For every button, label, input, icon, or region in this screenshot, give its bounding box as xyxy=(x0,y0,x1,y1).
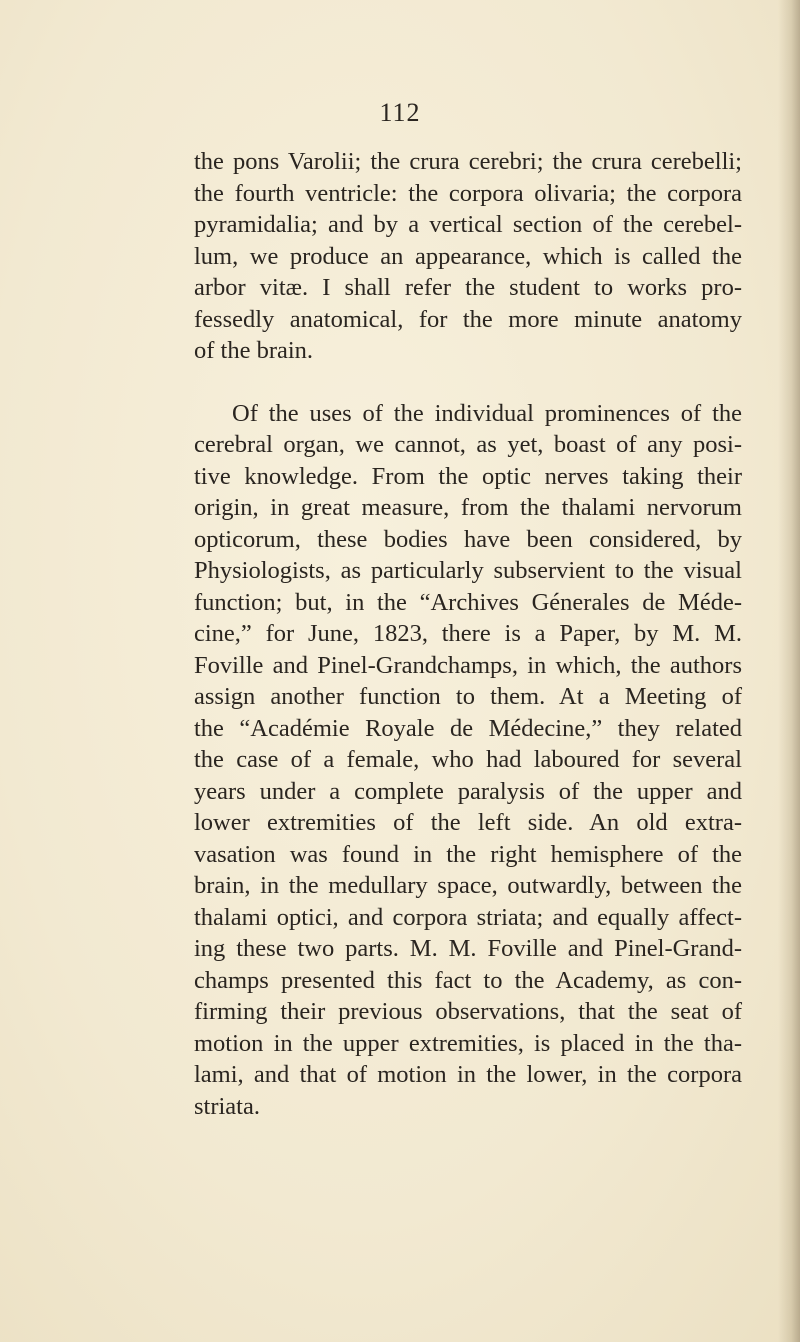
text-line: years under a complete paralysis of the upper and xyxy=(194,777,742,805)
text-line: fessedly anatomical, for the more minute anatomy xyxy=(194,305,742,333)
text-line: of the brain. xyxy=(194,337,314,364)
text-line: function; but, in the “Archives Génerales de Méde- xyxy=(194,588,742,616)
text-line: the pons Varolii; the crura cerebri; the crura cerebelli; xyxy=(194,148,742,175)
paragraph-gap xyxy=(194,367,742,398)
page-number: 112 xyxy=(379,98,421,127)
text-line: pyramidalia; and by a vertical section of the cerebel- xyxy=(194,211,742,238)
text-line: Foville and Pinel-Grandchamps, in which, the authors xyxy=(194,651,742,679)
text-line: the case of a female, who had laboured for several xyxy=(194,746,742,773)
text-line: tive knowledge. From the optic nerves taking their xyxy=(194,462,742,490)
text-line: Of the uses of the individual prominences of the xyxy=(232,399,742,427)
text-line: thalami optici, and corpora striata; and equally affect- xyxy=(194,903,742,931)
text-line: motion in the upper extremities, is placed in the tha- xyxy=(194,1029,742,1057)
text-line: champs presented this fact to the Academy, as con- xyxy=(194,966,742,994)
text-line: lami, and that of motion in the lower, in the corpora xyxy=(194,1061,742,1088)
text-line: lower extremities of the left side. An old extra- xyxy=(194,809,742,836)
text-line: opticorum, these bodies have been considered, by xyxy=(194,525,742,553)
text-line: origin, in great measure, from the thalami nervorum xyxy=(194,494,742,521)
text-line: assign another function to them. At a Meeting of xyxy=(194,683,742,710)
text-line: firming their previous observations, that the seat of xyxy=(194,998,742,1025)
text-line: cine,” for June, 1823, there is a Paper, by M. M. xyxy=(194,620,742,647)
text-line: the fourth ventricle: the corpora olivaria; the corpora xyxy=(194,179,742,207)
text-line: cerebral organ, we cannot, as yet, boast of any posi- xyxy=(194,431,742,458)
body-text xyxy=(194,146,742,1122)
text-line: striata. xyxy=(194,1092,260,1120)
text-line: vasation was found in the right hemisphere of the xyxy=(194,840,742,868)
text-line: brain, in the medullary space, outwardly, between the xyxy=(194,872,742,899)
page-edge-shadow xyxy=(778,0,800,1342)
paragraph-1 xyxy=(194,146,742,367)
text-line: arbor vitæ. I shall refer the student to works pro- xyxy=(194,274,742,301)
text-line: Physiologists, as particularly subservient to the visual xyxy=(194,557,742,584)
text-line: ing these two parts. M. M. Foville and Pinel-Grand- xyxy=(194,935,742,962)
text-line: lum, we produce an appearance, which is called the xyxy=(194,242,742,270)
text-line: the “Académie Royale de Médecine,” they related xyxy=(194,714,742,742)
paragraph-2 xyxy=(194,398,742,1123)
